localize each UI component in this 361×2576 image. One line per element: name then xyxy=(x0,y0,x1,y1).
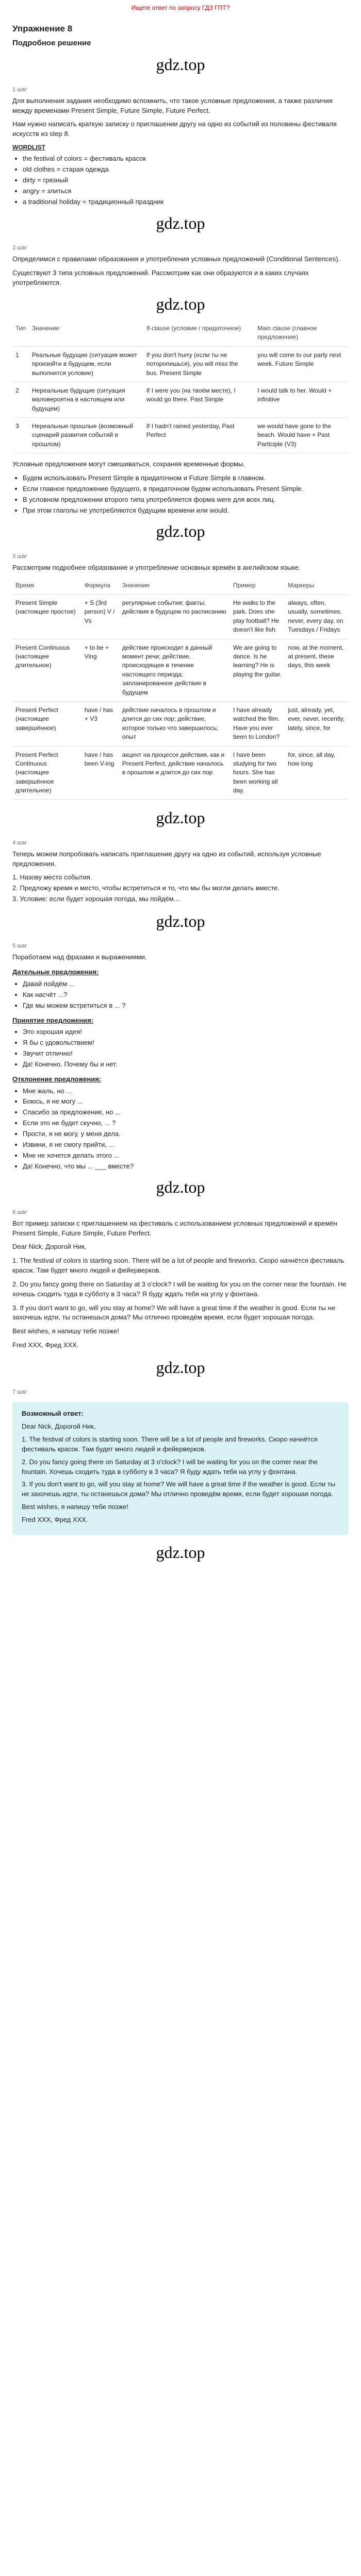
watermark: gdz.top xyxy=(156,808,205,827)
phrase-list xyxy=(12,1027,349,1069)
table-cell: I have been studying for two hours. She has been working all day. xyxy=(230,746,285,800)
table-cell: If I were you (на твоём месте), I would go there. Past Simple xyxy=(143,382,254,417)
list-item: • Да! Конечно. Почему бы и нет. xyxy=(23,1060,349,1070)
list-item: • Мне жаль, но ... xyxy=(23,1087,349,1096)
wordlist-item: • dirty = грязный xyxy=(23,176,349,185)
table-cell: Реальные будущие (ситуация может произойти в будущем, если выполнится условие) xyxy=(29,346,143,382)
table-header-row xyxy=(12,320,349,346)
notes-intro: Условные предложения могут смешиваться, сохраняя временные формы. xyxy=(12,460,245,468)
list-item: • Будем использовать Present Simple в придаточном и Future Simple в главном. xyxy=(23,473,349,483)
table-cell: Present Continuous (настоящее длительное) xyxy=(12,639,81,701)
list-item: • Спасибо за предложение, но ... xyxy=(23,1108,349,1117)
intro-task: Нам нужно написать краткую записку о приглашении другу на одно из событий из половины фестиваля искусств из step 8. xyxy=(12,120,337,138)
watermark: gdz.top xyxy=(156,294,205,313)
tenses-intro: Рассмотрим подробнее образование и употребление основных времён в английском языке. xyxy=(12,563,301,571)
plan-list xyxy=(12,873,349,904)
table-cell: now, at the moment, at present, these days, this week xyxy=(285,639,349,701)
step-label: 6 шаг xyxy=(12,1209,27,1215)
watermark: gdz.top xyxy=(156,1358,205,1377)
wordlist-item: • old clothes = старая одежда xyxy=(23,165,349,175)
column-header: Main clause (главное предложение) xyxy=(254,320,349,346)
step-label: 2 шаг xyxy=(12,245,27,251)
table-cell: have / has + V3 xyxy=(81,701,119,746)
intro-paragraph: Для выполнения задания необходимо вспомнить, что такое условные предложения, а также различия между временами Present Simple, Future Simple, Future Perfect. xyxy=(12,96,333,114)
conditionals-intro-2: Существуют 3 типа условных предложений. Рассмотрим как они образуются и в каких случаях употребляются. xyxy=(12,268,309,286)
step5-intro: Поработаем над фразами и выражениями. xyxy=(12,953,147,961)
table-cell: If I hadn't rained yesterday, Past Perfect xyxy=(143,418,254,453)
table-cell: Present Perfect (настоящее завершённое) xyxy=(12,701,81,746)
table-cell: акцент на процессе действия, как и Present Perfect, действие началось в прошлом и длится до сих пор xyxy=(119,746,230,800)
conditionals-table xyxy=(12,320,349,453)
table-row xyxy=(12,701,349,746)
table-cell: 3 xyxy=(12,418,29,453)
section-title: Отклонение предложения: xyxy=(12,1075,102,1083)
table-cell: Present Simple (настоящее простое) xyxy=(12,595,81,639)
answer-title: Возможный ответ: xyxy=(22,1410,84,1418)
column-header: Значение xyxy=(29,320,143,346)
wordlist-item: • a traditional holiday = традиционный праздник xyxy=(23,197,349,207)
list-item: • Извини, я не смогу прийти, ... xyxy=(23,1140,349,1150)
table-cell: Нереальные прошлые (возможный сценарий развития событий в прошлом) xyxy=(29,418,143,453)
tenses-table xyxy=(12,577,349,800)
letter-line: 2. Do you fancy going there on Saturday at 3 o'clock? I will be waiting for you on the corner near the fountain. Хочешь сходить туда в субботу в 3 часа? Я буду ждать тебя на углу у фонтана. xyxy=(22,1458,318,1476)
table-cell: + to be + Ving xyxy=(81,639,119,701)
top-banner-link[interactable]: Ищете ответ по запросу ГДЗ ГПТ? xyxy=(131,4,230,11)
plan-item: 2. Предложу время и место, чтобы встретиться и то, что мы бы могли делать вместе. xyxy=(12,884,280,892)
answer-box xyxy=(12,1402,349,1535)
draft-letter xyxy=(12,1242,349,1350)
list-item: • Прости, я не могу, у меня дела. xyxy=(23,1129,349,1139)
table-cell: действие началось в прошлом и длится до сих пор; действие, которое только что завершилось; опыт xyxy=(119,701,230,746)
table-row xyxy=(12,346,349,382)
letter-line: Fred XXX, Фред XXX. xyxy=(12,1341,79,1349)
watermark: gdz.top xyxy=(156,1178,205,1197)
column-header: If-clause (условие / придаточное) xyxy=(143,320,254,346)
list-item: • Звучит отлично! xyxy=(23,1049,349,1059)
letter-line: Best wishes, я напишу тебе позже! xyxy=(22,1503,129,1511)
watermark: gdz.top xyxy=(156,522,205,541)
letter-line: Dear Nick, Дорогой Ник, xyxy=(22,1422,96,1431)
wordlist xyxy=(12,154,349,207)
table-cell: I have already watched the film. Have you ever been to London? xyxy=(230,701,285,746)
table-cell: He walks to the park. Does she play football? He doesn't like fish. xyxy=(230,595,285,639)
table-cell: Нереальные будущие (ситуация маловероятна в настоящем или будущем) xyxy=(29,382,143,417)
table-cell: I would talk to her. Would + infinitive xyxy=(254,382,349,417)
list-item: • Где мы можем встретиться в ... ? xyxy=(23,1001,349,1011)
table-row xyxy=(12,639,349,701)
list-item: • Давай пойдём ... xyxy=(23,979,349,989)
letter-line: Fred XXX, Фред XXX. xyxy=(22,1515,88,1523)
list-item: • Боюсь, я не могу ... xyxy=(23,1097,349,1107)
list-item: • Если это не будет скучно, ... ? xyxy=(23,1118,349,1128)
table-cell: + S (3rd person) V / Vs xyxy=(81,595,119,639)
step-label: 5 шаг xyxy=(12,943,27,950)
letter-line: 3. If you don't want to go, will you stay at home? We will have a great time if the weather is good. Если ты не захочешь идти, ты останешься дома? Мы отлично проведём время, если будет хорошая погода. xyxy=(12,1303,336,1321)
table-cell: have / has been V-ing xyxy=(81,746,119,800)
phrase-list xyxy=(12,1087,349,1172)
table-cell: 2 xyxy=(12,382,29,417)
table-cell: you will come to our party next week. Future Simple xyxy=(254,346,349,382)
section-title: Принятие предложения: xyxy=(12,1016,94,1024)
letter-line: 2. Do you fancy going there on Saturday at 3 o'clock? I will be waiting for you on the corner near the fountain. Не хочешь сходить туда в субботу в 3 часа? Я буду ждать тебя на углу у фонтана. xyxy=(12,1280,347,1298)
table-cell: just, already, yet, ever, never, recently, lately, since, for xyxy=(285,701,349,746)
list-item: • Если главное предложение будущего, в придаточном будем использовать Present Simple. xyxy=(23,484,349,494)
conditionals-intro: Определимся с правилами образования и употребления условных предложений (Conditional Sentences). xyxy=(12,255,340,263)
letter-line: Best wishes, я напишу тебе позже! xyxy=(12,1327,120,1335)
table-cell: If you don't hurry (если ты не поторопишься), you will miss the bus. Present Simple xyxy=(143,346,254,382)
table-row xyxy=(12,595,349,639)
notes-list xyxy=(12,473,349,515)
wordlist-item: • the festival of colors = фестиваль красок xyxy=(23,154,349,164)
exercise-title: Упражнение 8 xyxy=(12,24,73,33)
step-label: 3 шаг xyxy=(12,553,27,560)
step-label: 7 шаг xyxy=(12,1389,27,1396)
step-label: 4 шаг xyxy=(12,839,27,846)
letter-line: Dear Nick, Дорогой Ник, xyxy=(12,1243,87,1251)
table-cell: we would have gone to the beach. Would have + Past Participle (V3) xyxy=(254,418,349,453)
step-label: 1 шаг xyxy=(12,86,27,93)
plan-item: 1. Назову место события. xyxy=(12,873,92,882)
table-row xyxy=(12,418,349,453)
wordlist-item: • angry = злиться xyxy=(23,187,349,196)
column-header: Пример xyxy=(230,577,285,595)
phrase-list xyxy=(12,979,349,1011)
solution-title: Подробное решение xyxy=(12,38,91,47)
column-header: Тип xyxy=(12,320,29,346)
list-item: • Да! Конечно, что мы ... ___ вместе? xyxy=(23,1162,349,1172)
table-row xyxy=(12,382,349,417)
section-title: Дательные предложения: xyxy=(12,968,99,976)
table-cell: регулярные события; факты; действия в будущем по расписанию xyxy=(119,595,230,639)
letter-line: 1. The festival of colors is starting soon. There will be a lot of people and fireworks. Скоро начнётся фестиваль красок. Там будет много людей и фейерверков. xyxy=(22,1435,318,1453)
watermark: gdz.top xyxy=(156,912,205,930)
table-cell: always, often, usually, sometimes, never, every day, on Tuesdays / Fridays xyxy=(285,595,349,639)
column-header: Время xyxy=(12,577,81,595)
table-header-row xyxy=(12,577,349,595)
wordlist-label: WORDLIST xyxy=(12,144,45,151)
table-cell: 1 xyxy=(12,346,29,382)
column-header: Маркеры xyxy=(285,577,349,595)
list-item: • В условном предложении второго типа употребляется форма were для всех лиц. xyxy=(23,495,349,505)
step6-intro: Вот пример записки с приглашением на фестиваль с использованием условных предложений и времён Present Simple, Future Simple, Future Perfect. xyxy=(12,1219,337,1237)
list-item: • Как насчёт ...? xyxy=(23,990,349,1000)
table-cell: We are going to dance. Is he learning? He is playing the guitar. xyxy=(230,639,285,701)
table-cell: for, since, all day, how long xyxy=(285,746,349,800)
watermark: gdz.top xyxy=(156,1543,205,1562)
list-item: • При этом глаголы не употребляются будущим времени или would. xyxy=(23,506,349,516)
letter-line: 1. The festival of colors is starting soon. There will be a lot of people and fireworks. Скоро начнётся фестиваль красок. Там будет много людей и фейерверков. xyxy=(12,1257,344,1275)
content xyxy=(0,18,361,1564)
column-header: Формула xyxy=(81,577,119,595)
top-banner xyxy=(0,0,361,18)
column-header: Значение xyxy=(119,577,230,595)
watermark: gdz.top xyxy=(156,55,205,74)
watermark: gdz.top xyxy=(156,213,205,232)
list-item: • Мне не хочется делать этого ... xyxy=(23,1151,349,1161)
step4-intro: Теперь можем попробовать написать приглашение другу на одно из событий, используя условные предложения. xyxy=(12,850,321,868)
table-cell: действие происходит в данный момент речи; действие, происходящее в течение настоящего периода; запланированное действие в будущем xyxy=(119,639,230,701)
table-cell: Present Perfect Continuous (настоящее завершённое длительное) xyxy=(12,746,81,800)
plan-item: 3. Условие: если будет хорошая погода, мы пойдём... xyxy=(12,895,179,903)
table-row xyxy=(12,746,349,800)
letter-line: 3. If you don't want to go, will you stay at home? We will have a great time if the weather is good. Если ты не захочешь идти, ты останешься дома? Мы отлично проведём время, если будет хорошая погода. xyxy=(22,1480,336,1498)
list-item: • Это хорошая идея! xyxy=(23,1027,349,1037)
list-item: • Я бы с удовольствием! xyxy=(23,1038,349,1048)
